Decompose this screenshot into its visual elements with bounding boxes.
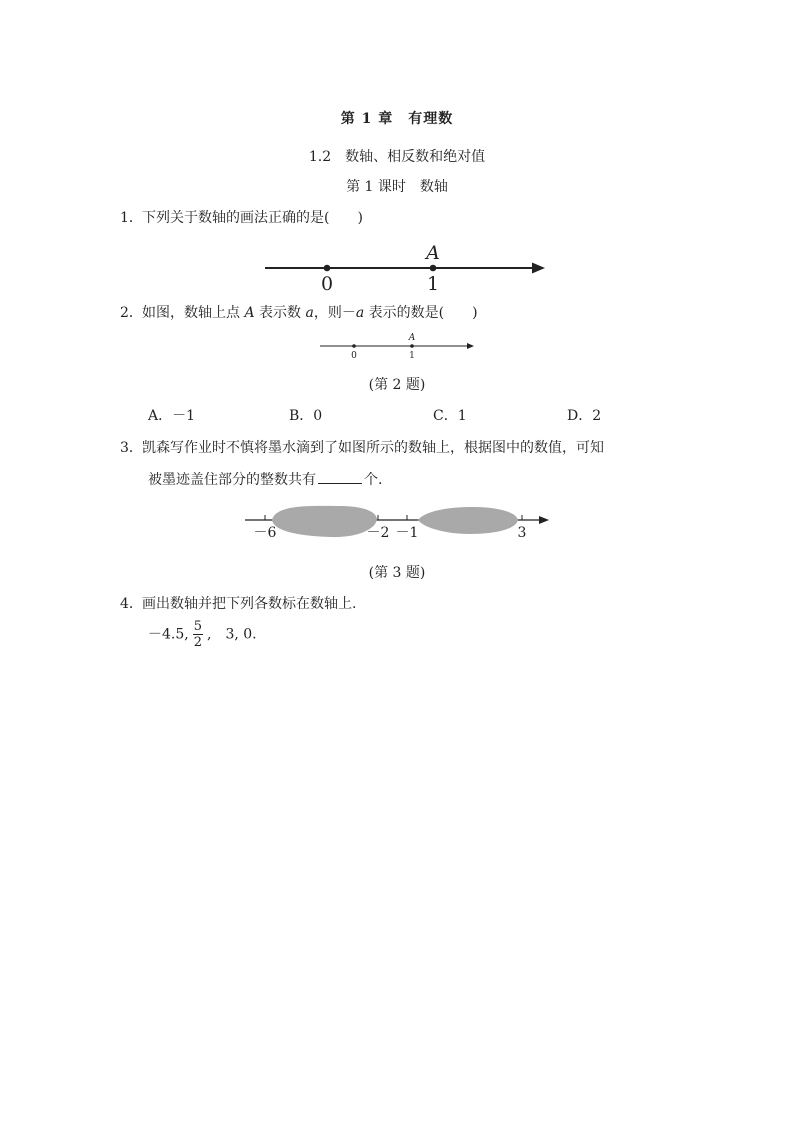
point-a-label: A xyxy=(426,242,440,264)
question-number: 2． xyxy=(120,305,143,321)
figure-caption: (第 2 题) xyxy=(368,377,426,393)
number-line-figure-3 xyxy=(240,500,555,546)
question-text: 下列关于数轴的画法正确的是( ) xyxy=(142,210,363,226)
question-3 xyxy=(120,437,604,457)
tick-label: 1 xyxy=(426,273,440,295)
answer-blank xyxy=(318,471,362,484)
question-4-values xyxy=(148,619,257,650)
figure-caption: (第 3 题) xyxy=(368,565,426,581)
value-list: －4.5, xyxy=(148,626,189,643)
question-2 xyxy=(120,302,478,322)
tick-label: －1 xyxy=(395,525,419,541)
option-d: D．2 xyxy=(567,408,602,424)
lesson-title: 第 1 课时 数轴 xyxy=(346,179,448,195)
tick-label: 1 xyxy=(409,351,415,361)
tick-label: －6 xyxy=(253,525,277,541)
tick-label: 3 xyxy=(517,525,527,541)
question-number: 4． xyxy=(120,596,143,612)
origin-point xyxy=(324,265,331,272)
option-b: B．0 xyxy=(289,408,323,424)
question-number: 3． xyxy=(120,440,143,456)
axis-arrow xyxy=(539,516,549,524)
question-text: 表示的数是( ) xyxy=(364,305,478,321)
point-a xyxy=(430,265,437,272)
tick-label: －2 xyxy=(366,525,390,541)
question-text: 画出数轴并把下列各数标在数轴上. xyxy=(142,596,357,612)
fraction-numerator: 5 xyxy=(193,619,202,634)
number-line-figure-1 xyxy=(255,238,555,296)
value-list: , 3, 0. xyxy=(207,626,257,643)
ink-blot-right xyxy=(418,507,518,534)
question-text: 表示数 xyxy=(254,305,306,321)
axis-arrow xyxy=(532,263,545,274)
point-a xyxy=(410,344,414,348)
axis-arrow xyxy=(467,343,474,349)
origin-point xyxy=(352,344,356,348)
question-text: 被墨迹盖住部分的整数共有 xyxy=(148,472,316,488)
question-1 xyxy=(120,207,363,227)
point-a-label: A xyxy=(408,333,416,343)
option-a: A．－1 xyxy=(148,408,196,424)
question-text: 个. xyxy=(364,472,383,488)
section-title: 1.2 数轴、相反数和绝对值 xyxy=(308,149,486,165)
ink-blot-left xyxy=(272,506,377,537)
question-4 xyxy=(120,593,356,613)
tick-label: 0 xyxy=(351,351,357,361)
var-a: a xyxy=(305,305,314,321)
tick-label: 0 xyxy=(320,273,334,295)
question-number: 1． xyxy=(120,210,143,226)
question-3-line-2 xyxy=(148,469,382,489)
option-c: C．1 xyxy=(433,408,467,424)
fraction xyxy=(193,619,203,650)
var-A: A xyxy=(244,305,255,321)
var-a: a xyxy=(355,305,365,321)
question-text: 如图，数轴上点 xyxy=(142,305,245,321)
question-text: 凯森写作业时不慎将墨水滴到了如图所示的数轴上，根据图中的数值，可知 xyxy=(142,440,604,456)
chapter-title: 第 1 章 有理数 xyxy=(340,111,454,127)
number-line-figure-2 xyxy=(315,330,480,362)
fraction-denominator: 2 xyxy=(193,635,202,650)
question-text: ，则－ xyxy=(313,305,356,321)
